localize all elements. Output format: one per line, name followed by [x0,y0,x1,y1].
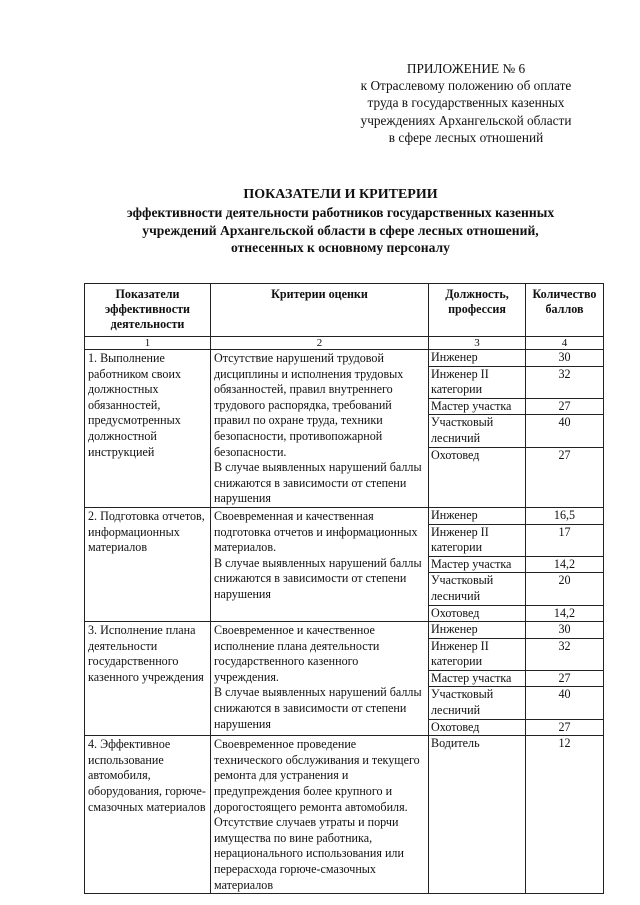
criteria-text: Своевременное и качественное исполнение плана деятельности государственного казенного учреждения. [214,623,380,684]
points-value: 27 [558,447,571,462]
points-value: 12 [558,736,571,751]
annex-line: в сфере лесных отношений [388,129,544,145]
indicator-cell: 2. Подготовка отчетов, информационных материалов [85,507,211,621]
table-row [85,350,604,508]
position-item: Водитель [431,736,480,751]
position-item: Участковый лесничий [429,687,525,719]
annex-line: к Отраслевому положению об оплате [360,78,572,94]
position-item: Охотовед [431,605,480,620]
annex-line: учреждениях Архангельской области [360,112,572,128]
position-item: Участковый лесничий [429,573,525,605]
column-number-row [85,337,604,350]
points-value: 14,2 [526,557,603,574]
heading-line: учреждений Архангельской области в сфере лесных отношений, [142,222,539,238]
position-item: Инженер II категории [429,525,525,557]
position-item: Мастер участка [429,671,525,688]
heading-line: ПОКАЗАТЕЛИ И КРИТЕРИИ [243,187,438,202]
points-value: 17 [526,525,603,557]
criteria-cell [211,350,429,508]
points-value: 40 [526,687,603,719]
criteria-cell [211,622,429,736]
position-item: Охотовед [431,447,480,462]
indicator-cell: 4. Эффективное использование автомобиля, оборудования, горюче-смазочных материалов [85,736,211,894]
points-value: 30 [526,350,603,367]
table-row [85,736,604,894]
position-item: Мастер участка [429,399,525,416]
position-item: Инженер [429,622,525,639]
position-item: Инженер [429,350,525,367]
points-value: 30 [526,622,603,639]
points-value: 16,5 [526,508,603,525]
column-header: Показатели эффективности деятельности [85,284,211,337]
points-value: 27 [558,719,571,734]
annex-block [330,60,602,146]
points-cell [526,736,604,894]
position-cell [429,736,526,894]
annex-title: ПРИЛОЖЕНИЕ № 6 [406,61,526,76]
criteria-cell [211,507,429,621]
indicator-cell: 1. Выполнение работником своих должностных обязанностей, предусмотренных должностной инструкцией [85,350,211,508]
criteria-cell: Своевременное проведение технического обслуживания и текущего ремонта для устранения и предупреждения более крупного и дорогостоящего ремонта автомобиля. Отсутствие случаев утраты и порчи имущества по вине работника, нерационального использования или перерасхода горюче-смазочных материалов [211,736,429,894]
column-number: 2 [211,337,429,350]
points-value: 32 [526,639,603,671]
criteria-note: В случае выявленных нарушений баллы снижаются в зависимости от степени нарушения [214,460,422,506]
position-cell [429,622,526,736]
column-number: 3 [429,337,526,350]
criteria-table [84,283,604,894]
points-value: 32 [526,367,603,399]
column-header: Критерии оценки [211,284,429,337]
indicator-cell: 3. Исполнение плана деятельности государственного казенного учреждения [85,622,211,736]
position-cell [429,507,526,621]
points-value: 27 [526,671,603,688]
points-cell [526,507,604,621]
points-value: 20 [526,573,603,605]
position-item: Инженер II категории [429,639,525,671]
points-cell [526,350,604,508]
points-value: 27 [526,399,603,416]
heading-line: отнесенных к основному персоналу [231,240,450,256]
position-item: Мастер участка [429,557,525,574]
table-row [85,507,604,621]
position-item: Охотовед [431,719,480,734]
document-heading [80,186,601,257]
column-number: 4 [526,337,604,350]
criteria-note: В случае выявленных нарушений баллы снижаются в зависимости от степени нарушения [214,685,422,731]
criteria-text: Своевременная и качественная подготовка отчетов и информационных материалов. [214,508,418,555]
position-item: Участковый лесничий [429,415,525,447]
column-number: 1 [85,337,211,350]
column-header: Количество баллов [526,284,604,337]
table-header-row [85,284,604,337]
points-cell [526,622,604,736]
position-item: Инженер II категории [429,367,525,399]
position-cell [429,350,526,508]
column-header: Должность, профессия [429,284,526,337]
points-value: 40 [526,415,603,447]
table-row [85,622,604,736]
points-value: 14,2 [553,605,576,620]
annex-line: труда в государственных казенных [367,95,565,111]
heading-line: эффективности деятельности работников государственных казенных [126,204,555,220]
position-item: Инженер [429,508,525,525]
criteria-note: В случае выявленных нарушений баллы снижаются в зависимости от степени нарушения [214,555,422,601]
criteria-text: Отсутствие нарушений трудовой дисциплины и исполнения трудовых обязанностей, правил внутреннего трудового распорядка, требований правил по охране труда, техники безопасности, противопожарной безопасности. [214,351,404,459]
